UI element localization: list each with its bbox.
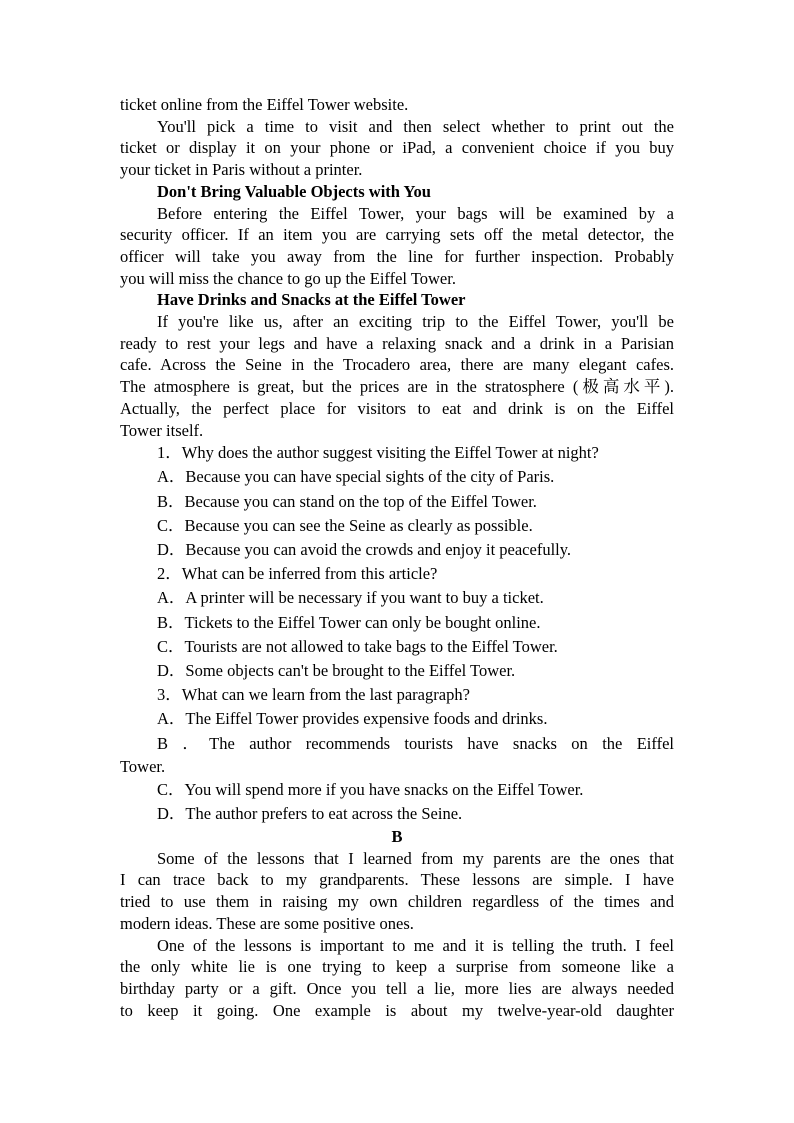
question-stem: 3．What can we learn from the last paragraph? [157, 685, 470, 705]
answer-option: B．Tickets to the Eiffel Tower can only be bought online. [157, 612, 541, 632]
text-line: cafe. Across the Seine in the Trocadero area, there are many elegant cafes. [120, 355, 674, 375]
answer-option: C．Because you can see the Seine as clearly as possible. [157, 515, 533, 535]
text-line: you will miss the chance to go up the Eiffel Tower. [120, 268, 456, 288]
text-line: The atmosphere is great, but the prices are in the stratosphere (极高水平). [120, 377, 674, 397]
text-line: ready to rest your legs and have a relaxing snack and a drink in a Parisian [120, 333, 674, 353]
answer-option: D．Some objects can't be brought to the Eiffel Tower. [157, 661, 516, 681]
text-line: ticket or display it on your phone or iPad, a convenient choice if you buy [120, 138, 674, 158]
answer-option: A．A printer will be necessary if you want to buy a ticket. [157, 588, 544, 608]
text-line: tried to use them in raising my own children regardless of the times and [120, 892, 674, 912]
answer-option: C．You will spend more if you have snacks on the Eiffel Tower. [157, 779, 584, 799]
question-stem: 2．What can be inferred from this article? [157, 564, 438, 584]
section-title: B [391, 827, 403, 846]
text-line: your ticket in Paris without a printer. [120, 160, 363, 180]
answer-option-continuation: Tower. [120, 756, 166, 776]
text-line: Tower itself. [120, 420, 204, 440]
text-line: One of the lessons is important to me and it is telling the truth. I feel [157, 935, 674, 955]
text-line: ticket online from the Eiffel Tower website. [120, 95, 409, 114]
text-line: You'll pick a time to visit and then select whether to print out the [157, 116, 674, 136]
text-line: birthday party or a gift. Once you tell a lie, more lies are always needed [120, 978, 674, 998]
section-heading: Don't Bring Valuable Objects with You [157, 181, 431, 201]
text-line: I can trace back to my grandparents. These lessons are simple. I have [120, 870, 674, 890]
text-line: Actually, the perfect place for visitors to eat and drink is on the Eiffel [120, 398, 674, 418]
text-line: officer will take you away from the line for further inspection. Probably [120, 246, 674, 266]
text-line: modern ideas. These are some positive ones. [120, 913, 414, 933]
text-line: security officer. If an item you are carrying sets off the metal detector, the [120, 225, 674, 245]
text-line: Some of the lessons that I learned from my parents are the ones that [157, 848, 674, 868]
text-line: to keep it going. One example is about my twelve-year-old daughter [120, 1000, 674, 1020]
answer-option: C．Tourists are not allowed to take bags to the Eiffel Tower. [157, 636, 558, 656]
answer-option: B ．The author recommends tourists have snacks on the Eiffel [157, 733, 674, 753]
answer-option: B．Because you can stand on the top of the Eiffel Tower. [157, 491, 537, 511]
answer-option: A．Because you can have special sights of the city of Paris. [157, 467, 555, 487]
text-line: Before entering the Eiffel Tower, your bags will be examined by a [157, 203, 674, 223]
answer-option: D．The author prefers to eat across the Seine. [157, 803, 463, 823]
answer-option: D．Because you can avoid the crowds and enjoy it peacefully. [157, 540, 572, 560]
question-stem: 1．Why does the author suggest visiting the Eiffel Tower at night? [157, 443, 599, 463]
text-line: the only white lie is one trying to keep a surprise from someone like a [120, 957, 674, 977]
answer-option: A．The Eiffel Tower provides expensive foods and drinks. [157, 709, 548, 729]
section-heading: Have Drinks and Snacks at the Eiffel Tower [157, 290, 466, 310]
text-line: If you're like us, after an exciting trip to the Eiffel Tower, you'll be [157, 312, 674, 332]
document-page [120, 94, 674, 1021]
